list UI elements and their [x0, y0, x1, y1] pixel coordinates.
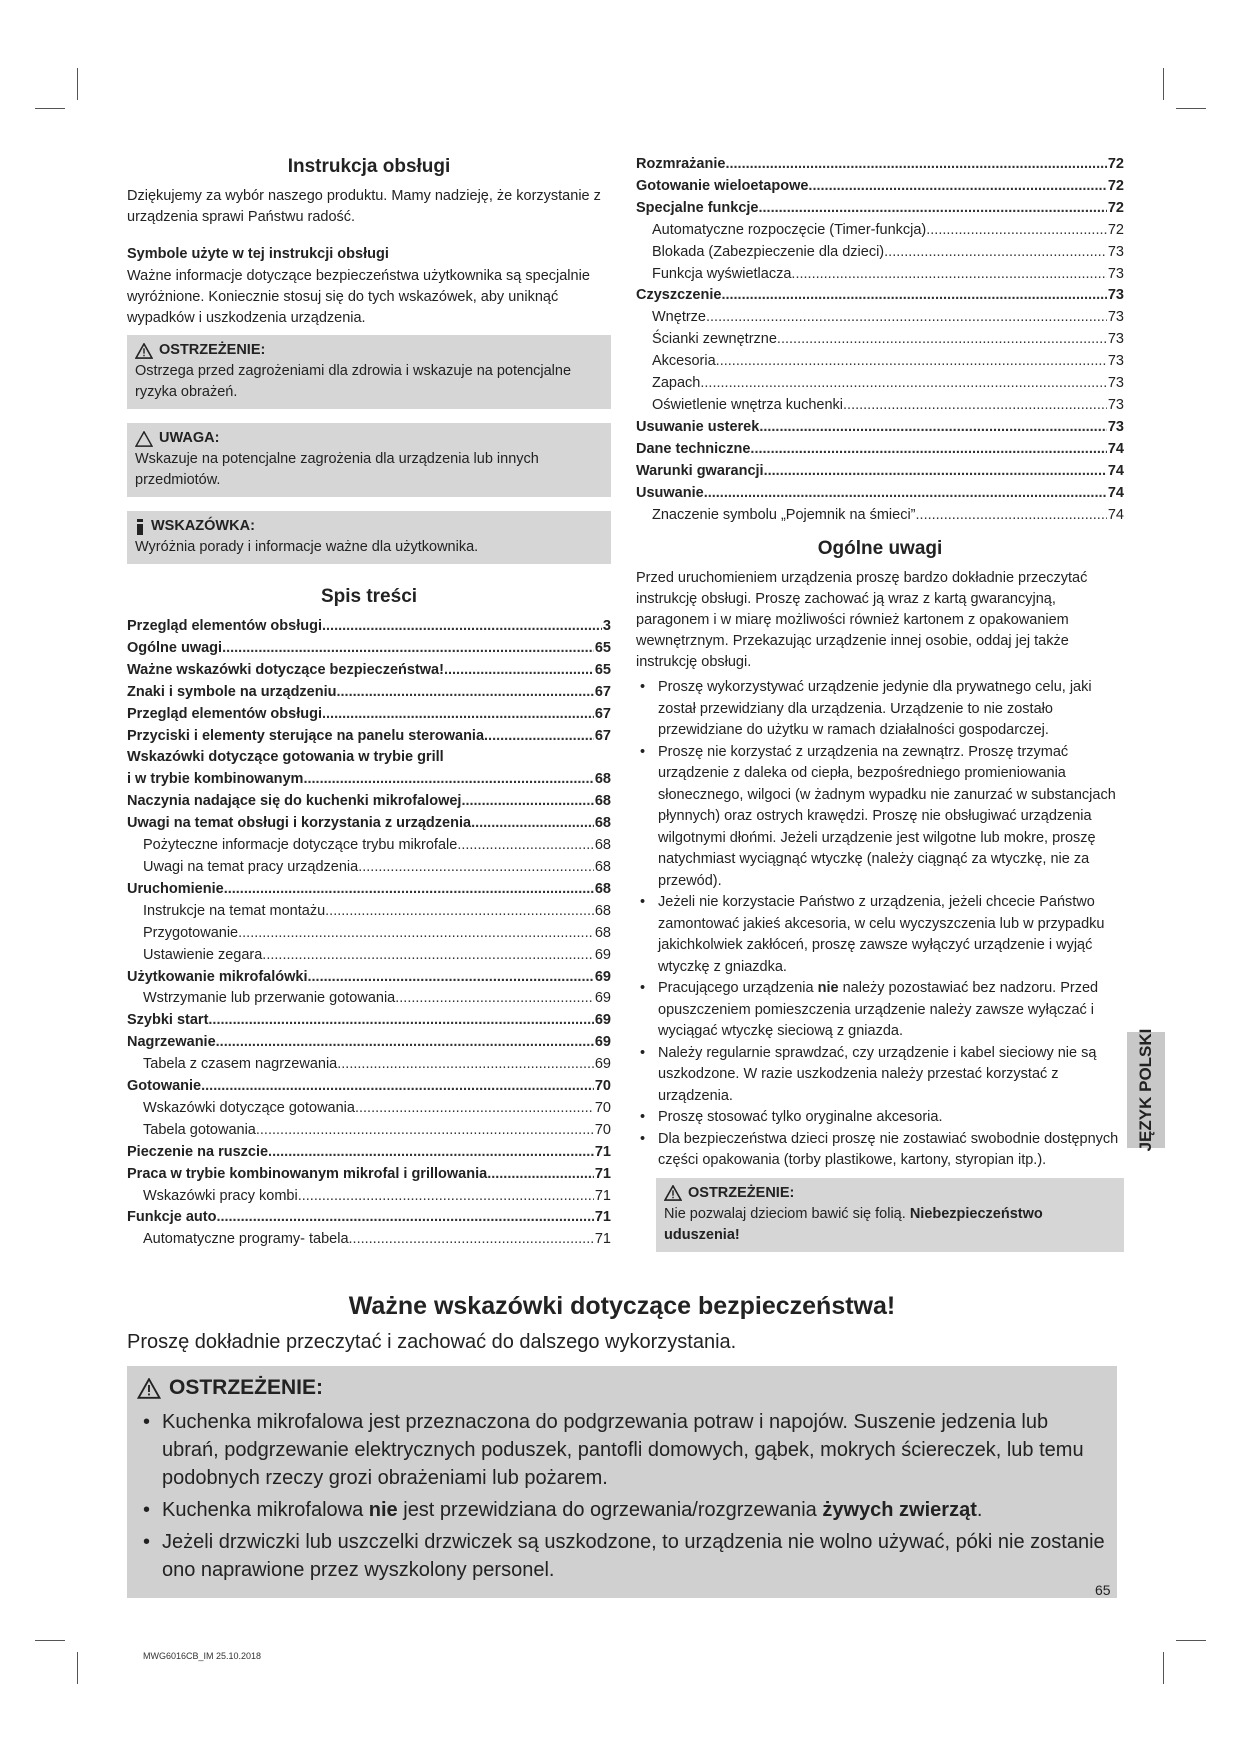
- toc-entry: [636, 505, 1124, 527]
- page-number: 65: [1095, 1582, 1111, 1598]
- item2-mid: jest przewidziana do ogrzewania/rozgrzewania: [397, 1499, 823, 1521]
- toc-leader-dots: [721, 285, 1106, 307]
- toc-leader-dots: [222, 638, 594, 660]
- left-column: [127, 154, 611, 1251]
- toc-entry-page: 69: [594, 1056, 611, 1073]
- toc-entry: [127, 967, 611, 989]
- intro-title: Instrukcja obsługi: [287, 156, 451, 177]
- toc-entry-page: 69: [594, 968, 611, 985]
- toc-entry-page: 74: [1107, 484, 1124, 501]
- toc-entry: [636, 264, 1124, 286]
- toc-entry: [127, 988, 611, 1010]
- toc-entry: [127, 1120, 611, 1142]
- toc-leader-dots: [916, 505, 1107, 527]
- toc-entry-page: 69: [594, 946, 611, 963]
- toc-leader-dots: [256, 1120, 594, 1142]
- toc-leader-dots: [706, 307, 1107, 329]
- toc-entry-label: Tabela z czasem nagrzewania: [143, 1056, 338, 1073]
- toc-leader-dots: [268, 1142, 594, 1164]
- toc-list-left: [127, 616, 611, 1251]
- toc-leader-dots: [777, 329, 1107, 351]
- item2-pre: Kuchenka mikrofalowa: [162, 1499, 369, 1521]
- toc-entry-page: 68: [594, 771, 611, 788]
- toc-leader-dots: [298, 1186, 594, 1208]
- toc-entry-page: 68: [594, 837, 611, 854]
- toc-leader-dots: [704, 483, 1107, 505]
- toc-entry-page: 71: [594, 1231, 611, 1248]
- toc-entry: [636, 176, 1124, 198]
- toc-entry-label: Naczynia nadające się do kuchenki mikrofalowej: [127, 793, 462, 810]
- note-text: Wyróżnia porady i informacje ważne dla użytkownika.: [135, 539, 479, 555]
- list-item: • Proszę stosować tylko oryginalne akcesoria.: [636, 1107, 1124, 1129]
- bullet4-pre: Pracującego urządzenia: [658, 980, 818, 997]
- item2-post: .: [976, 1499, 983, 1521]
- toc-entry-label: Gotowanie wieloetapowe: [636, 177, 809, 194]
- toc-entry-page: 71: [594, 1143, 611, 1160]
- toc-leader-dots: [791, 264, 1106, 286]
- toc-entry-label: Pieczenie na ruszcie: [127, 1143, 269, 1160]
- general-title: Ogólne uwagi: [817, 538, 943, 560]
- bullet4-post: należy pozostawiać bez nadzoru. Przed opuszczeniem pomieszczenia urządzenie należy zawsze wyłączać i wyciągać wtyczkę sieciową z gniazda.: [658, 980, 1099, 1040]
- toc-entry: [127, 1076, 611, 1098]
- safety-subtitle: Proszę dokładnie przeczytać i zachować do dalszego wykorzystania.: [127, 1331, 737, 1353]
- warning-icon: [135, 343, 153, 359]
- toc-leader-dots: [262, 945, 594, 967]
- toc-leader-dots: [461, 791, 593, 813]
- toc-leader-dots: [457, 835, 594, 857]
- toc-entry: [636, 329, 1124, 351]
- toc-entry-page: 67: [594, 705, 611, 722]
- toc-leader-dots: [349, 1229, 594, 1251]
- toc-entry-label: Przyciski i elementy sterujące na panelu sterowania: [127, 727, 485, 744]
- toc-entry-page: 68: [594, 858, 611, 875]
- toc-leader-dots: [325, 901, 594, 923]
- toc-entry-label: Użytkowanie mikrofalówki: [127, 968, 308, 985]
- toc-entry-label: Wskazówki dotyczące gotowania w trybie grill: [127, 749, 444, 766]
- toc-entry: [127, 769, 611, 791]
- toc-entry: [127, 879, 611, 901]
- language-tab: [1127, 1028, 1165, 1152]
- toc-entry: [636, 461, 1124, 483]
- toc-entry-label: Blokada (Zabezpieczenie dla dzieci): [652, 243, 885, 260]
- safety-warning-title: OSTRZEŻENIE:: [169, 1376, 324, 1399]
- toc-leader-dots: [337, 1054, 594, 1076]
- toc-entry-page: 3: [602, 618, 611, 634]
- list-item: • Jeżeli drzwiczki lub uszczelki drzwiczek są uszkodzone, to urządzenia nie wolno używać, póki nie zostanie ono naprawione przez wyszkolony personel.: [137, 1528, 1107, 1584]
- toc-entry: [636, 483, 1124, 505]
- crop-mark: [77, 1652, 78, 1684]
- warning-box: [127, 335, 611, 409]
- toc-leader-dots: [759, 417, 1107, 439]
- toc-entry: [127, 1142, 611, 1164]
- list-item: • Proszę wykorzystywać urządzenie jedynie dla prywatnego celu, jaki został przewidziany dla urządzenia. Urządzenie to nie zostało przewidziane do użytku w ramach działalności gospodarczej.: [636, 677, 1124, 742]
- toc-entry-page: 67: [594, 683, 611, 700]
- toc-entry-page: 68: [594, 815, 611, 832]
- toc-entry-label: Instrukcje na temat montażu: [143, 902, 326, 919]
- right-warning-text: [664, 1204, 1116, 1246]
- toc-entry-page: 73: [1107, 418, 1124, 435]
- toc-entry: [636, 439, 1124, 461]
- toc-title: Spis treści: [320, 586, 418, 607]
- right-warning-box: [656, 1178, 1124, 1252]
- toc-entry: [636, 351, 1124, 373]
- toc-entry: [127, 638, 611, 660]
- safety-warning-box: [127, 1366, 1117, 1598]
- toc-leader-dots: [700, 373, 1106, 395]
- toc-entry-page: 68: [594, 902, 611, 919]
- list-item: [137, 1496, 1107, 1524]
- toc-entry: [127, 704, 611, 726]
- toc-entry-page: 70: [594, 1078, 611, 1095]
- toc-entry-page: 69: [594, 990, 611, 1007]
- toc-entry-label: Ważne wskazówki dotyczące bezpieczeństwa!: [127, 661, 444, 678]
- toc-entry-label: Automatyczne programy- tabela: [143, 1231, 349, 1248]
- toc-leader-dots: [487, 1164, 594, 1186]
- toc-leader-dots: [926, 220, 1107, 242]
- toc-leader-dots: [764, 461, 1107, 483]
- toc-leader-dots: [308, 967, 594, 989]
- toc-entry-label: Funkcja wyświetlacza: [652, 265, 792, 282]
- toc-entry-label: Funkcje auto: [127, 1209, 217, 1226]
- toc-entry-label: Wnętrze: [652, 309, 706, 326]
- toc-leader-dots: [337, 682, 594, 704]
- toc-entry: [127, 1098, 611, 1120]
- toc-entry-page: 67: [594, 727, 611, 744]
- toc-entry-page: 74: [1107, 506, 1124, 523]
- toc-entry-label: Usuwanie usterek: [636, 418, 760, 435]
- toc-entry: [127, 1164, 611, 1186]
- toc-leader-dots: [884, 242, 1107, 264]
- toc-entry-label: Rozmrażanie: [636, 156, 726, 172]
- toc-entry-page: 73: [1107, 265, 1124, 282]
- toc-leader-dots: [358, 857, 594, 879]
- toc-entry-label: Znaki i symbole na urządzeniu: [127, 683, 337, 700]
- toc-entry: [636, 417, 1124, 439]
- toc-entry-page: 72: [1107, 221, 1124, 238]
- toc-entry-label: Wskazówki pracy kombi: [143, 1187, 298, 1204]
- toc-entry-page: 73: [1107, 243, 1124, 260]
- toc-entry-page: 73: [1107, 309, 1124, 326]
- safety-title: Ważne wskazówki dotyczące bezpieczeństwa!: [348, 1292, 896, 1320]
- note-title: WSKAZÓWKA:: [151, 518, 255, 534]
- toc-entry-label: Praca w trybie kombinowanym mikrofal i grillowania: [127, 1165, 488, 1182]
- warning-text: Ostrzega przed zagrożeniami dla zdrowia i wskazuje na potencjalne ryzyka obrażeń.: [135, 363, 572, 400]
- toc-entry: [636, 242, 1124, 264]
- caution-text: Wskazuje na potencjalne zagrożenia dla urządzenia lub innych przedmiotów.: [135, 451, 539, 488]
- crop-mark: [35, 1640, 65, 1641]
- toc-leader-dots: [843, 395, 1107, 417]
- crop-mark: [1163, 1652, 1164, 1684]
- toc-entry-page: 73: [1107, 331, 1124, 348]
- note-box: [127, 511, 611, 564]
- toc-entry-page: 74: [1107, 462, 1124, 479]
- toc-entry-label: Dane techniczne: [636, 440, 751, 457]
- list-item: • Kuchenka mikrofalowa jest przeznaczona do podgrzewania potraw i napojów. Suszenie jedzenia lub ubrań, podgrzewanie elektrycznych poduszek, pantofli domowych, gąbek, mokrych ściereczek, lub temu podobnych rzeczy grozi obrażeniami lub pożarem.: [137, 1408, 1107, 1492]
- toc-leader-dots: [322, 616, 602, 638]
- toc-entry: [127, 1010, 611, 1032]
- list-item: • Dla bezpieczeństwa dzieci proszę nie zostawiać swobodnie dostępnych części opakowania (torby plastikowe, kartony, styropian itp.).: [636, 1129, 1124, 1172]
- toc-entry-page: 73: [1107, 396, 1124, 413]
- toc-entry-label: Oświetlenie wnętrza kuchenki: [652, 396, 844, 413]
- toc-entry-page: 74: [1107, 440, 1124, 457]
- toc-leader-dots: [355, 1098, 594, 1120]
- toc-entry: [636, 395, 1124, 417]
- intro-text: Dziękujemy za wybór naszego produktu. Mamy nadzieję, że korzystanie z urządzenia sprawi Państwu radość.: [127, 188, 601, 225]
- toc-entry-page: 72: [1107, 177, 1124, 194]
- toc-entry-page: 73: [1107, 353, 1124, 370]
- toc-entry: [127, 791, 611, 813]
- toc-entry-label: Usuwanie: [636, 484, 704, 501]
- toc-entry-page: 70: [594, 1121, 611, 1138]
- list-item: [636, 978, 1124, 1043]
- toc-entry: [127, 857, 611, 879]
- toc-entry-label: Tabela gotowania: [143, 1121, 256, 1138]
- toc-entry-page: 65: [594, 661, 611, 678]
- crop-mark: [1176, 1640, 1206, 1641]
- right-warning-plain: Nie pozwalaj dzieciom bawić się folią.: [664, 1205, 910, 1222]
- toc-entry: [127, 1032, 611, 1054]
- toc-entry-label: Znaczenie symbolu „Pojemnik na śmieci”: [652, 506, 916, 523]
- toc-leader-dots: [484, 726, 594, 748]
- bullet4-bold: nie: [817, 980, 839, 997]
- toc-entry-page: 71: [594, 1187, 611, 1204]
- toc-leader-dots: [322, 704, 594, 726]
- toc-entry: [127, 726, 611, 748]
- toc-list-right: [636, 154, 1124, 526]
- toc-entry: [127, 616, 611, 638]
- caution-icon: [135, 431, 153, 447]
- crop-mark: [1163, 68, 1164, 100]
- right-warning-title: OSTRZEŻENIE:: [688, 1184, 795, 1201]
- toc-entry-label: i w trybie kombinowanym: [127, 771, 304, 788]
- toc-entry-page: 71: [594, 1165, 611, 1182]
- toc-leader-dots: [238, 923, 594, 945]
- toc-entry-label: Zapach: [652, 375, 701, 392]
- toc-entry-label: Przegląd elementów obsługi: [127, 618, 322, 634]
- crop-mark: [1176, 108, 1206, 109]
- toc-entry-page: 68: [594, 880, 611, 897]
- toc-entry: [127, 901, 611, 923]
- toc-entry-label: Wstrzymanie lub przerwanie gotowania: [143, 990, 396, 1007]
- toc-entry-label: Wskazówki dotyczące gotowania: [143, 1099, 355, 1116]
- toc-entry: [127, 747, 611, 769]
- toc-leader-dots: [395, 988, 594, 1010]
- toc-entry-page: 73: [1107, 375, 1124, 392]
- general-bullets: [636, 677, 1124, 1172]
- toc-leader-dots: [725, 154, 1106, 176]
- toc-entry-label: Szybki start: [127, 1012, 209, 1029]
- warning-icon: [664, 1185, 682, 1201]
- right-warning-bold: Niebezpieczeństwo uduszenia!: [664, 1205, 1043, 1243]
- footer-code: MWG6016CB_IM 25.10.2018: [143, 1651, 262, 1661]
- toc-entry-page: 68: [594, 924, 611, 941]
- toc-entry: [127, 682, 611, 704]
- toc-entry-label: Warunki gwarancji: [636, 462, 764, 479]
- language-tab-label: JĘZYK POLSKI: [1136, 1028, 1155, 1152]
- toc-entry-page: 68: [594, 793, 611, 810]
- toc-entry-label: Akcesoria: [652, 353, 716, 370]
- item2-bold2: żywych zwierząt: [822, 1499, 977, 1521]
- toc-entry: [127, 923, 611, 945]
- toc-leader-dots: [750, 439, 1106, 461]
- caution-box: [127, 423, 611, 497]
- toc-entry: [127, 1207, 611, 1229]
- safety-section: [127, 1292, 1117, 1598]
- toc-entry-label: Nagrzewanie: [127, 1034, 216, 1051]
- toc-entry-page: 72: [1107, 199, 1124, 216]
- toc-entry-page: 73: [1107, 287, 1124, 304]
- safety-list: [137, 1408, 1107, 1584]
- toc-entry-label: Gotowanie: [127, 1078, 202, 1095]
- toc-entry-label: Przegląd elementów obsługi: [127, 705, 322, 722]
- caution-title: UWAGA:: [159, 430, 220, 446]
- toc-entry: [636, 307, 1124, 329]
- toc-entry-label: Przygotowanie: [143, 924, 239, 941]
- toc-entry: [127, 813, 611, 835]
- toc-entry: [636, 373, 1124, 395]
- toc-leader-dots: [216, 1032, 594, 1054]
- symbols-title: Symbole użyte w tej instrukcji obsługi: [127, 246, 389, 262]
- toc-entry-page: 69: [594, 1034, 611, 1051]
- general-text: Przed uruchomieniem urządzenia proszę bardzo dokładnie przeczytać instrukcję obsługi. Proszę zachować ją wraz z kartą gwarancyjną, paragonem i w miarę możliwości również kartonem z opakowaniem wewnętrznym. Przekazując urządzenie innej osobie, oddaj jej także instrukcję obsługi.: [636, 570, 1088, 671]
- toc-entry: [127, 835, 611, 857]
- crop-mark: [35, 108, 65, 109]
- list-item: • Jeżeli nie korzystacie Państwo z urządzenia, jeżeli chcecie Państwo zamontować jakieś akcesoria, w celu wyczyszczenia lub w przypadku jakichkolwiek zakłóceń, proszę zawsze wyłączyć urządzenie i wyjąć wtyczkę z gniazdka.: [636, 892, 1124, 978]
- toc-entry-page: 72: [1107, 156, 1124, 172]
- toc-entry-label: Automatyczne rozpoczęcie (Timer-funkcja): [652, 221, 927, 238]
- toc-entry-label: Uwagi na temat pracy urządzenia: [143, 858, 359, 875]
- info-icon: [135, 519, 145, 535]
- toc-entry: [636, 154, 1124, 176]
- right-column: [636, 154, 1124, 1266]
- toc-entry-label: Ustawienie zegara: [143, 946, 263, 963]
- toc-entry: [127, 1054, 611, 1076]
- list-item: • Proszę nie korzystać z urządzenia na zewnątrz. Proszę trzymać urządzenie z daleka od ciepła, bezpośredniego promieniowania słonecznego, wilgoci (w żadnym wypadku nie zanurzać w substancjach płynnych) oraz ostrych krawędzi. Proszę nie obsługiwać urządzenia wilgotnymi dłońmi. Jeżeli urządzenie jest wilgotne lub mokre, proszę natychmiast wyciągnąć wtyczkę (należy ciągnąć za wtyczkę, nie za przewód).: [636, 742, 1124, 893]
- warning-title: OSTRZEŻENIE:: [159, 342, 266, 358]
- toc-leader-dots: [716, 351, 1107, 373]
- toc-entry-label: Specjalne funkcje: [636, 199, 759, 216]
- toc-entry-label: Uwagi na temat obsługi i korzystania z urządzenia: [127, 815, 472, 832]
- toc-entry-page: 71: [594, 1209, 611, 1226]
- toc-entry-page: 65: [594, 639, 611, 656]
- toc-entry: [636, 198, 1124, 220]
- list-item: • Należy regularnie sprawdzać, czy urządzenie i kabel sieciowy nie są uszkodzone. W razie uszkodzenia należy przestać korzystać z urządzenia.: [636, 1043, 1124, 1108]
- toc-leader-dots: [444, 660, 594, 682]
- crop-mark: [77, 68, 78, 100]
- toc-leader-dots: [224, 879, 594, 901]
- toc-leader-dots: [471, 813, 594, 835]
- toc-entry: [127, 1186, 611, 1208]
- toc-entry-label: Pożyteczne informacje dotyczące trybu mikrofale: [143, 837, 458, 854]
- toc-entry-label: Czyszczenie: [636, 287, 722, 304]
- toc-entry: [636, 285, 1124, 307]
- toc-leader-dots: [216, 1207, 593, 1229]
- toc-entry-page: 69: [594, 1012, 611, 1029]
- toc-entry: [636, 220, 1124, 242]
- item2-bold1: nie: [368, 1499, 398, 1521]
- toc-entry-page: 70: [594, 1099, 611, 1116]
- toc-entry-label: Ścianki zewnętrzne: [652, 331, 777, 348]
- toc-leader-dots: [303, 769, 593, 791]
- warning-icon: [137, 1378, 161, 1399]
- toc-entry: [127, 660, 611, 682]
- toc-entry-label: Ogólne uwagi: [127, 639, 223, 656]
- symbols-text: Ważne informacje dotyczące bezpieczeństwa użytkownika są specjalnie wyróżnione. Koniecznie stosuj się do tych wskazówek, aby uniknąć wypadków i uszkodzenia urządzenia.: [127, 268, 590, 326]
- toc-leader-dots: [759, 198, 1107, 220]
- toc-leader-dots: [208, 1010, 593, 1032]
- toc-entry: [127, 1229, 611, 1251]
- toc-entry-label: Uruchomienie: [127, 880, 224, 897]
- toc-leader-dots: [808, 176, 1106, 198]
- toc-entry: [127, 945, 611, 967]
- toc-leader-dots: [201, 1076, 594, 1098]
